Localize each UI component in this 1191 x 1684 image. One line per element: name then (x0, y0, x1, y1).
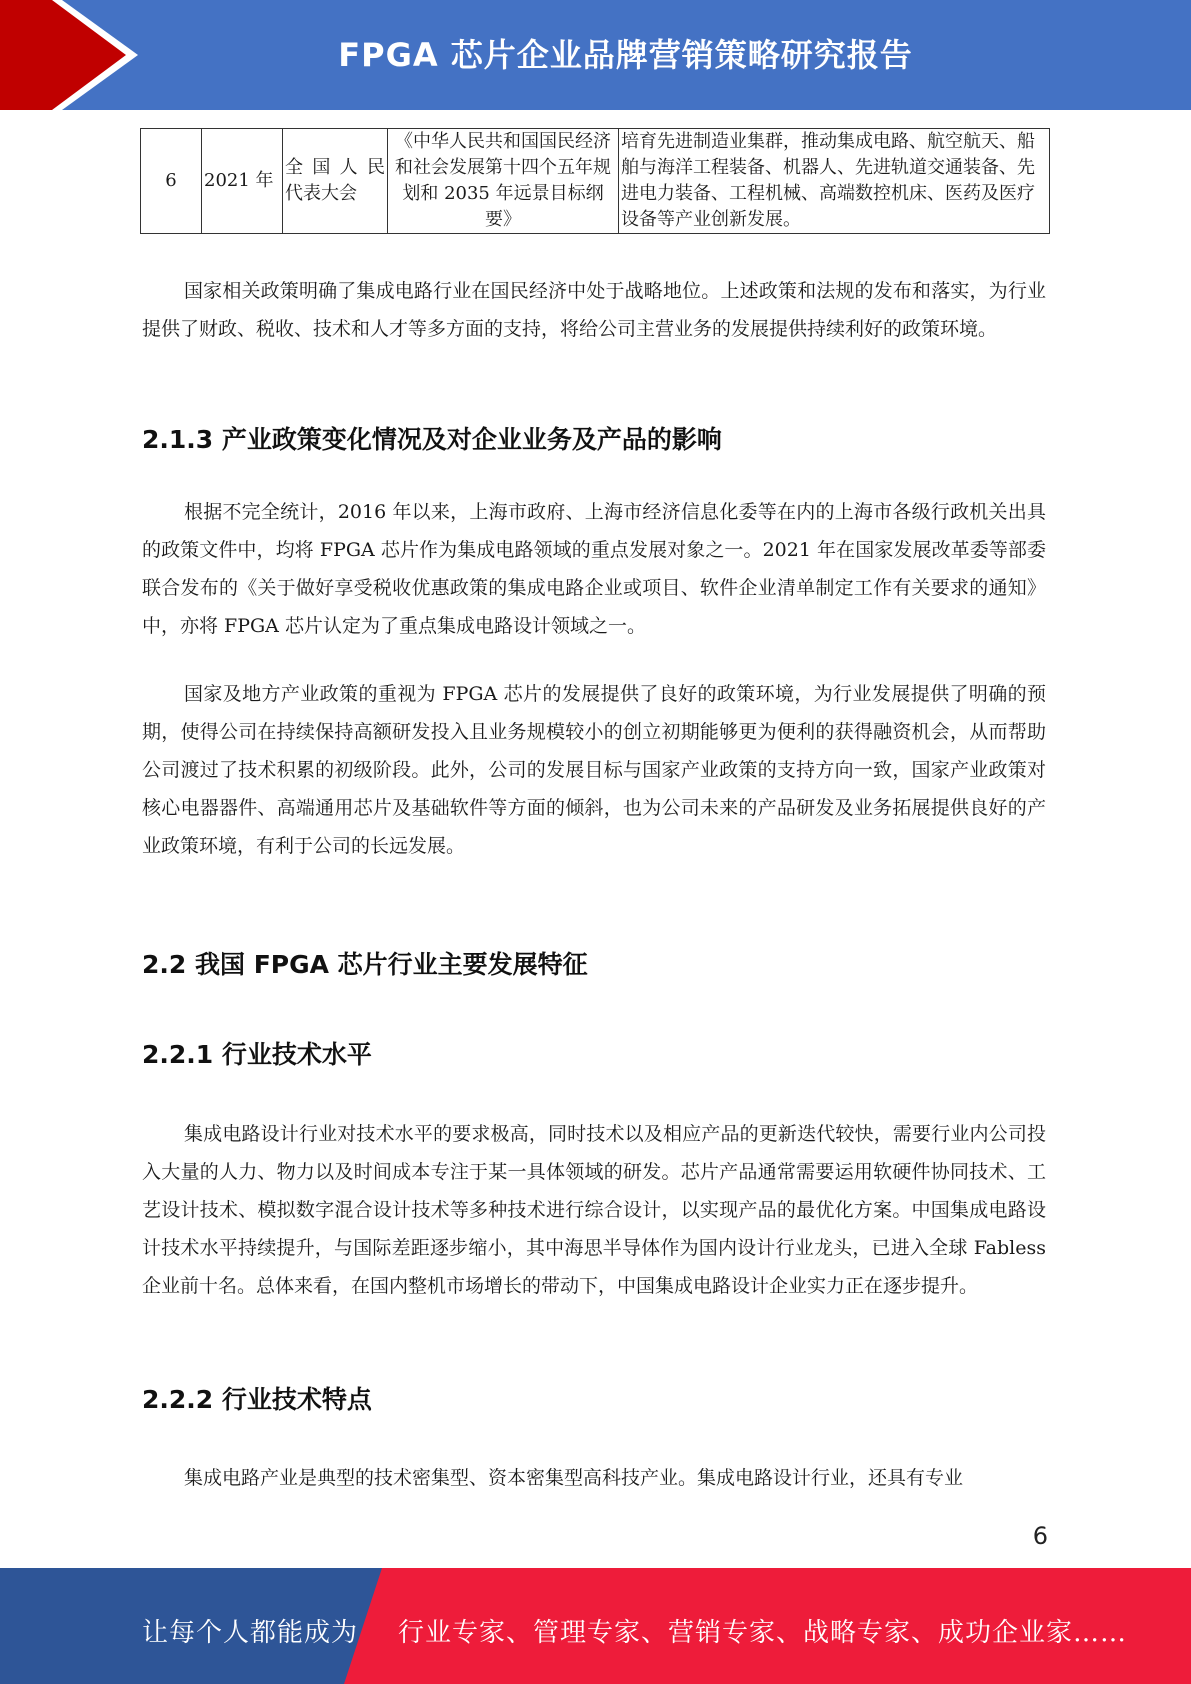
footer-slogan-left: 让每个人都能成为 (142, 1618, 359, 1648)
footer-slogan-right: 行业专家、管理专家、营销专家、战略专家、成功企业家…… (398, 1618, 1128, 1648)
row-year: 2021 年 (202, 129, 283, 234)
heading-2-2-2: 2.2.2 行业技术特点 (142, 1385, 372, 1414)
heading-2-1-3: 2.1.3 产业政策变化情况及对企业业务及产品的影响 (142, 425, 722, 454)
page-header (0, 0, 1191, 110)
row-index: 6 (141, 129, 202, 234)
paragraph-policy-summary: 国家相关政策明确了集成电路行业在国民经济中处于战略地位。上述政策和法规的发布和落实，为行业提供了财政、税收、技术和人才等多方面的支持，将给公司主营业务的发展提供持续利好的政策环境。 (142, 280, 1046, 340)
report-title: FPGA 芯片企业品牌营销策略研究报告 (338, 36, 913, 74)
heading-2-2: 2.2 我国 FPGA 芯片行业主要发展特征 (142, 950, 588, 979)
policy-table (140, 128, 1050, 234)
page-footer (0, 1568, 1191, 1684)
paragraph-policy-impact: 国家及地方产业政策的重视为 FPGA 芯片的发展提供了良好的政策环境，为行业发展提供了明确的预期，使得公司在持续保持高额研发投入且业务规模较小的创立初期能够更为便利的获得融资机会，从而帮助公司渡过了技术积累的初级阶段。此外，公司的发展目标与国家产业政策的支持方向一致，国家产业政策对核心电器器件、高端通用芯片及基础软件等方面的倾斜，也为公司未来的产品研发及业务拓展提供良好的产业政策环境，有利于公司的长远发展。 (142, 683, 1046, 857)
row-document: 《中华人民共和国国民经济和社会发展第十四个五年规划和 2035 年远景目标纲要》 (388, 129, 619, 234)
page-number: 6 (1032, 1522, 1048, 1550)
paragraph-shanghai-policy: 根据不完全统计，2016 年以来，上海市政府、上海市经济信息化委等在内的上海市各级行政机关出具的政策文件中，均将 FPGA 芯片作为集成电路领域的重点发展对象之一。2021 年在国家发展改革委等部委联合发布的《关于做好享受税收优惠政策的集成电路企业或项目、软件企业清单制定工作有关要求的通知》中，亦将 FPGA 芯片认定为了重点集成电路设计领域之一。 (142, 501, 1046, 637)
paragraph-tech-level: 集成电路设计行业对技术水平的要求极高，同时技术以及相应产品的更新迭代较快，需要行业内公司投入大量的人力、物力以及时间成本专注于某一具体领域的研发。芯片产品通常需要运用软硬件协同技术、工艺设计技术、模拟数字混合设计技术等多种技术进行综合设计，以实现产品的最优化方案。中国集成电路设计技术水平持续提升，与国际差距逐步缩小，其中海思半导体作为国内设计行业龙头，已进入全球 Fabless 企业前十名。总体来看，在国内整机市场增长的带动下，中国集成电路设计企业实力正在逐步提升。 (142, 1123, 1046, 1297)
heading-2-2-1: 2.2.1 行业技术水平 (142, 1040, 372, 1069)
row-issuer: 全 国 人 民 代表大会 (283, 129, 388, 234)
paragraph-tech-features: 集成电路产业是典型的技术密集型、资本密集型高科技产业。集成电路设计行业，还具有专业 (184, 1467, 964, 1489)
row-description: 培育先进制造业集群，推动集成电路、航空航天、船舶与海洋工程装备、机器人、先进轨道交通装备、先进电力装备、工程机械、高端数控机床、医药及医疗设备等产业创新发展。 (619, 129, 1050, 234)
table-row (141, 129, 1050, 234)
